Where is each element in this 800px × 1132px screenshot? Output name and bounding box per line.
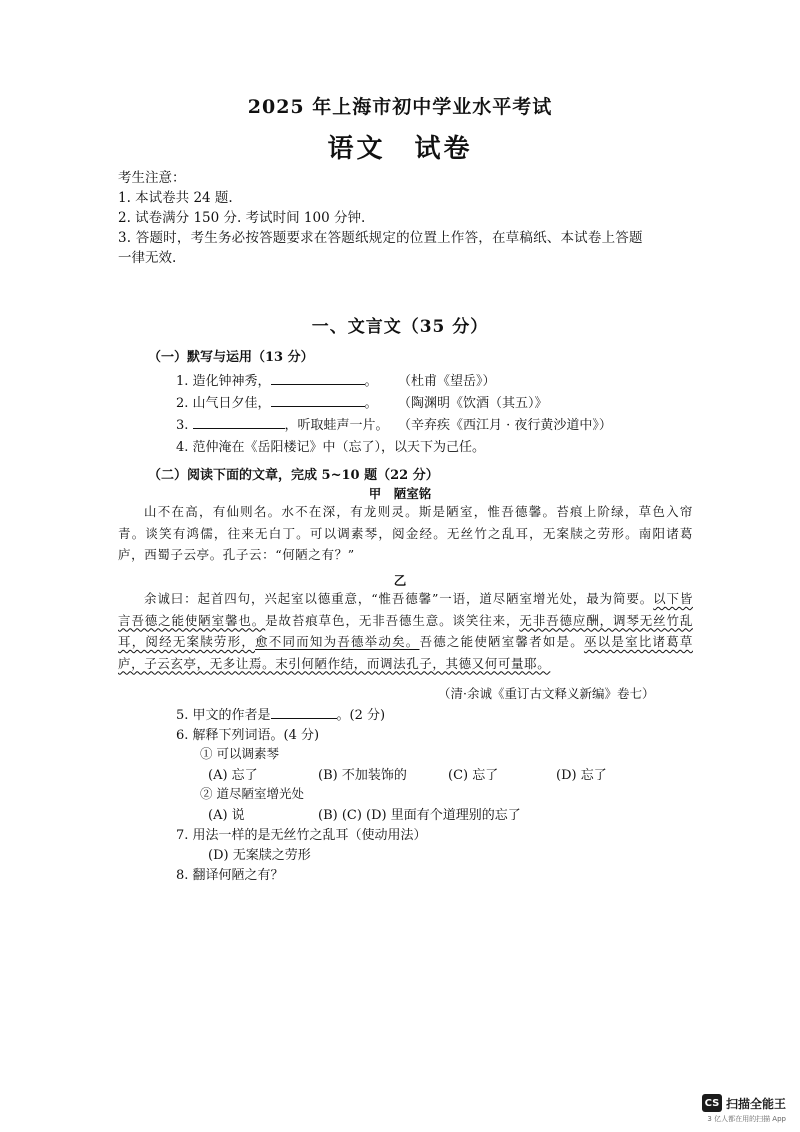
q2-suffix: 。 [364, 396, 378, 411]
exam-subtitle: 语文 试卷 [327, 134, 473, 164]
q6-item2-option-bcd: (B) (C) (D) 里面有个道理别的忘了 [318, 808, 521, 823]
question-4: 4. 范仲淹在《岳阳楼记》中（忘了），以天下为己任。 [176, 440, 486, 455]
q6-item-1: ① 可以调素琴 [200, 746, 279, 761]
q6-item1-option-b: (B) 不加装饰的 [318, 768, 407, 783]
question-5 [176, 704, 385, 723]
q2-answer-blank[interactable] [271, 394, 365, 407]
q1-suffix: 。 [364, 374, 378, 389]
text-b-seg4-wavy: 无非吾德应酬，调琴无丝竹乱耳，阅经无案牍劳形， [118, 612, 693, 649]
text-b-seg3: 是故苔痕草色，无非吾德生意。谈笑往来， [265, 612, 520, 628]
q6-item-2: ② 道尽陋室增光处 [200, 786, 304, 801]
exam-title: 2025 年上海市初中学业水平考试 [247, 96, 553, 118]
question-2 [176, 392, 378, 411]
q5-suffix: 。(2 分) [336, 708, 386, 723]
q1-source: （杜甫《望岳》） [398, 374, 496, 389]
q1-prefix: 1. 造化钟神秀， [176, 374, 271, 389]
notice-label: 考生注意： [118, 170, 186, 186]
q6-item1-option-c: (C) 忘了 [448, 768, 499, 783]
camscanner-watermark [702, 1094, 786, 1112]
text-a-body: 山不在高，有仙则名。水不在深，有龙则灵。斯是陋室，惟吾德馨。苔痕上阶绿，草色入帘青。谈笑有鸿儒，往来无白丁。可以调素琴，阅金经。无丝竹之乱耳，无案牍之劳形。南阳诸葛庐，西蜀子云亭。孔子云：“何陋之有？” [118, 504, 693, 562]
q5-answer-blank[interactable] [271, 706, 337, 719]
text-b-seg2-wavy: 以下皆言吾德之能使陋室馨也。 [118, 591, 693, 628]
q1-answer-blank[interactable] [271, 372, 365, 385]
text-b-body [118, 588, 693, 674]
text-b-source: （清·余诚《重订古文释义新编》卷七） [438, 686, 655, 701]
q5-prefix: 5. 甲文的作者是 [176, 708, 271, 723]
text-b-seg5-underlined: 愈不同而知为吾德举动矣。 [255, 634, 420, 649]
text-b-seg7-wavy: 巫以是室比诸葛草庐，子云玄亭，无多让焉。末引何陋作结，而调法孔子，其德又何可量耶。 [118, 634, 693, 671]
question-6: 6. 解释下列词语。(4 分) [176, 728, 320, 743]
part2-title: （二）阅读下面的文章，完成 5~10 题（22 分） [148, 468, 439, 483]
text-b-heading: 乙 [393, 573, 407, 588]
question-1 [176, 370, 378, 389]
notice-item-2: 2. 试卷满分 150 分. 考试时间 100 分钟. [118, 210, 366, 226]
section-title: 一、文言文（35 分） [311, 317, 489, 337]
camscanner-tagline: 3 亿人都在用的扫描 App [707, 1115, 786, 1123]
question-8: 8. 翻译何陋之有？ [176, 868, 284, 883]
question-7: 7. 用法一样的是无丝竹之乱耳（使动用法） [176, 828, 427, 843]
q2-prefix: 2. 山气日夕佳， [176, 396, 271, 411]
q3-prefix: 3. [176, 418, 189, 433]
q6-item1-option-d: (D) 忘了 [556, 768, 607, 783]
q3-source: （辛弃疾《西江月 · 夜行黄沙道中》） [398, 418, 612, 433]
text-a-heading: 甲 陋室铭 [368, 486, 432, 501]
notice-item-3: 3. 答题时，考生务必按答题要求在答题纸规定的位置上作答，在草稿纸、本试卷上答题 [118, 230, 643, 246]
q3-suffix: ，听取蛙声一片。 [284, 418, 389, 433]
text-b-seg6: 吾德之能使陋室馨者如是。 [419, 634, 584, 649]
q7-option-d: (D) 无案牍之劳形 [208, 848, 311, 863]
camscanner-logo-icon: CS [702, 1094, 722, 1112]
question-3 [176, 414, 389, 433]
q3-answer-blank[interactable] [193, 416, 285, 429]
q2-source: （陶渊明《饮酒（其五）》 [398, 396, 548, 411]
q6-item2-option-a: (A) 说 [208, 808, 245, 823]
text-b-seg1: 余诚曰：起首四句，兴起室以德重意，“惟吾德馨”一语，道尽陋室增光处，最为简要。 [144, 591, 654, 606]
camscanner-brand: 扫描全能王 [725, 1096, 786, 1111]
notice-item-1: 1. 本试卷共 24 题. [118, 190, 233, 206]
part1-title: （一）默写与运用（13 分） [148, 350, 314, 365]
q6-item1-option-a: (A) 忘了 [208, 768, 258, 783]
notice-item-3-cont: 一律无效. [118, 250, 177, 266]
